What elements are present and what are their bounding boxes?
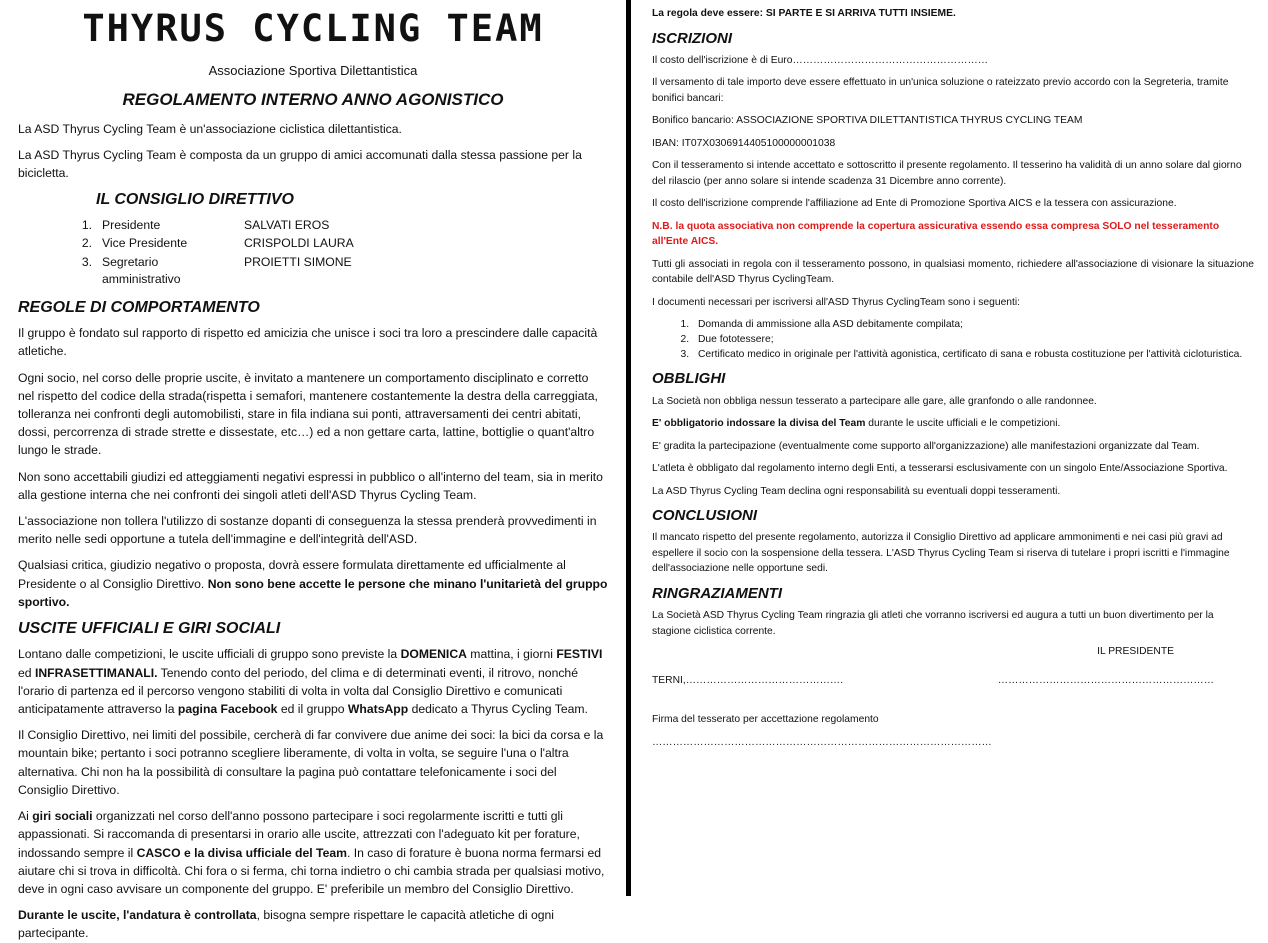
board-role: Presidente — [102, 217, 161, 232]
rides-text: Ai — [18, 809, 33, 824]
board-member-name: CRISPOLDI LAURA — [244, 236, 354, 251]
behaviour-paragraph-5 — [18, 556, 608, 611]
bank-transfer-line: Bonifico bancario: ASSOCIAZIONE SPORTIVA DILETTANTISTICA THYRUS CYCLING TEAM — [652, 115, 1083, 127]
rides-bold: pagina Facebook — [177, 702, 278, 717]
rides-bold: CASCO e la divisa ufficiale del Team — [136, 845, 347, 860]
iban-line: IBAN: IT07X0306914405100000001038 — [652, 137, 836, 149]
column-divider — [626, 0, 631, 896]
behaviour-paragraph-1: Il gruppo è fondato sul rapporto di rispetto ed amicizia che unisce i soci tra loro a prescindere dalle capacità atletiche. — [18, 326, 598, 359]
obligations-paragraph-2 — [652, 416, 1254, 432]
obligations-bold: E' obbligatorio indossare la divisa del Team — [652, 418, 866, 429]
membership-paragraph: Con il tesseramento si intende accettato e sottoscritto il presente regolamento. Il tesserino ha validità di un anno solare dal giorno del rilascio (per anno solare si intende scadenza 31 Dicembre anno corrente). — [652, 160, 1242, 187]
association-subtitle: Associazione Sportiva Dilettantistica — [208, 62, 418, 78]
rides-bold: WhatsApp — [347, 702, 409, 717]
member-signature-line: ……………………………………………………………………………………… — [652, 736, 992, 748]
left-column — [0, 0, 622, 941]
rides-text: ed — [18, 665, 35, 680]
thanks-heading: RINGRAZIAMENTI — [652, 584, 782, 602]
thanks-paragraph: La Società ASD Thyrus Cycling Team ringrazia gli atleti che vorranno iscriversi ed augura a tutti un buon divertimento per la stagione ciclistica corrente. — [652, 610, 1214, 637]
intro-paragraph-2: La ASD Thyrus Cycling Team è composta da un gruppo di amici accomunati dalla stessa passione per la bicicletta. — [18, 148, 582, 181]
rides-text: dedicato a Thyrus Cycling Team. — [408, 702, 588, 717]
affiliation-paragraph: Il costo dell'iscrizione comprende l'affiliazione ad Ente di Promozione Sportiva AICS e la tessera con assicurazione. — [652, 198, 1177, 210]
rides-bold: INFRASETTIMANALI. — [34, 665, 158, 680]
behaviour-paragraph-3: Non sono accettabili giudizi ed atteggiamenti negativi espressi in pubblico o all'interno del team, sia in merito alla gestione interna che nei confronti dei singoli atleti dell'ASD Thyrus Cycling Team. — [18, 469, 603, 502]
rides-paragraph-3 — [18, 807, 608, 898]
conclusions-heading: CONCLUSIONI — [652, 507, 757, 524]
rides-bold: Durante le uscite, l'andatura è controllata — [18, 908, 257, 923]
cost-line: Il costo dell'iscrizione è di Euro………………………………………………… — [652, 54, 989, 66]
president-label: IL PRESIDENTE — [1097, 646, 1174, 657]
board-list — [74, 217, 360, 290]
behaviour-paragraph-2: Ogni socio, nel corso delle proprie uscite, è invitato a mantenere un comportamento disciplinato e corretto nel rispetto del codice della strada(rispetta i semafori, mantenere costantemente la destra della carreggiata, tolleranza nei confronti degli automobilisti, stare in fila indiana sui ponti, attraversamenti dei centri abitati, dossi, percorrenza di strade strette e dissestate, etc…) ed a non gettare carta, lattine, bottiglie o quant'altro lungo le strade. — [18, 370, 598, 458]
rides-text: organizzati nel corso dell'anno possono partecipare i soci regolarmente iscritti e tutti gli appassionati. Si raccomanda di presentarsi in orario alle uscite, attrezzati con l'adeguato kit per forature, indossando sempre il — [18, 809, 580, 860]
member-signature-label: Firma del tesserato per accettazione regolamento — [652, 714, 879, 725]
group-rule: La regola deve essere: SI PARTE E SI ARRIVA TUTTI INSIEME. — [652, 8, 956, 19]
board-number: 2. — [81, 236, 92, 251]
right-column — [640, 0, 1268, 896]
rides-heading: USCITE UFFICIALI E GIRI SOCIALI — [18, 620, 281, 638]
behaviour-bold-text: Non sono bene accette le persone che minano l'unitarietà del gruppo sportivo. — [18, 576, 608, 609]
rides-bold: giri sociali — [32, 809, 93, 824]
payment-paragraph: Il versamento di tale importo deve essere effettuato in un'unica soluzione o rateizzato previo accordo con la Segreteria, tramite bonifici bancari: — [652, 77, 1229, 104]
accounts-paragraph: Tutti gli associati in regola con il tesseramento possono, in qualsiasi momento, richiedere all'associazione di visionare la situazione contabile dell'ASD Thyrus CyclingTeam. — [652, 258, 1254, 286]
behaviour-heading: REGOLE DI COMPORTAMENTO — [18, 298, 260, 316]
signature-row — [652, 675, 1254, 686]
list-item: 2. Due fototessere; — [692, 332, 1254, 347]
place-date-field: TERNI,………………………………………. — [652, 675, 844, 686]
rides-text: . In caso di forature è buona norma fermarsi ed aiutare chi si trova in difficoltà. Chi fora o si ferma, chi torna indietro o chi cambia strada per qualsiasi motivo, deve in ogni caso avvisare un componente del gruppo. E' preferibile un membro del Consiglio Direttivo. — [18, 845, 605, 896]
obligations-text: durante le uscite ufficiali e le competizioni. — [865, 418, 1061, 429]
rides-bold: FESTIVI — [556, 647, 603, 662]
registrations-heading: ISCRIZIONI — [652, 29, 733, 47]
rides-text: Lontano dalle competizioni, le uscite ufficiali di gruppo sono previste la — [18, 647, 401, 662]
documents-list — [652, 317, 1254, 362]
rides-bold: DOMENICA — [400, 647, 467, 662]
rides-paragraph-2: Il Consiglio Direttivo, nei limiti del possibile, cercherà di far convivere due anime dei soci: la bici da corsa e la mountain bike; pertanto i soci potranno scegliere liberamente, di volta in volta, se seguire l'una o l'altra alternativa. Chi non ha la possibilità di consultare la pagina può contattare telefonicamente i soci del Consiglio Direttivo. — [18, 728, 604, 797]
obligations-paragraph-5: La ASD Thyrus Cycling Team declina ogni responsabilità su eventuali doppi tesseramenti. — [652, 485, 1061, 497]
conclusions-paragraph: Il mancato rispetto del presente regolamento, autorizza il Consiglio Direttivo ad applicare ammonimenti e nei casi più gravi ad espellere il socio con la sospensione della tessera. L'ASD Thyrus Cycling Team si riserva di tutelare i propri iscritti e l'immagine dell'associazione nelle opportune sedi. — [652, 532, 1230, 575]
behaviour-paragraph-4: L'associazione non tollera l'utilizzo di sostanze dopanti di conseguenza la stessa prenderà provvedimenti in merito nelle sedi opportune a tutela dell'immagine e dell'integrità dell'ASD. — [18, 514, 597, 547]
list-item: 1. Domanda di ammissione alla ASD debitamente compilata; — [692, 317, 1254, 332]
board-heading: IL CONSIGLIO DIRETTIVO — [96, 191, 294, 209]
board-row — [74, 235, 360, 254]
behaviour-text: Qualsiasi critica, giudizio negativo o proposta, dovrà essere formulata direttamente ed ufficialmente al Presidente o al Consiglio Direttivo. — [18, 558, 566, 591]
documents-intro: I documenti necessari per iscriversi all'ASD Thyrus CyclingTeam sono i seguenti: — [652, 296, 1021, 308]
rides-text: ed il gruppo — [277, 702, 348, 717]
obligations-paragraph-3: E' gradita la partecipazione (eventualmente come supporto all'organizzazione) alle manifestazioni organizzate dal Team. — [652, 440, 1200, 452]
board-row — [74, 217, 360, 236]
board-role: Segretario amministrativo — [102, 254, 181, 287]
rides-text: , bisogna sempre rispettare le capacità atletiche di ogni partecipante. — [18, 908, 555, 941]
president-signature-line: ……………………………………………………… — [997, 675, 1214, 686]
obligations-heading: OBBLIGHI — [652, 370, 726, 388]
rides-paragraph-1 — [18, 645, 608, 718]
list-item: 3. Certificato medico in originale per l'attività agonistica, certificato di sana e robusta costituzione per l'attività cicloturistica. — [692, 347, 1254, 362]
rides-paragraph-4 — [18, 906, 608, 942]
board-role: Vice Presidente — [102, 236, 188, 251]
regulation-title: REGOLAMENTO INTERNO ANNO AGONISTICO — [122, 89, 504, 109]
insurance-note: N.B. la quota associativa non comprende la copertura assicurativa essendo essa compresa SOLO nel tesseramento all'Ente AICS. — [652, 220, 1220, 248]
obligations-paragraph-4: L'atleta è obbligato dal regolamento interno degli Enti, a tesserarsi esclusivamente con un singolo Ente/Associazione Sportiva. — [652, 463, 1228, 474]
board-number: 1. — [81, 217, 92, 232]
rides-text: mattina, i giorni — [466, 647, 557, 662]
board-member-name: PROIETTI SIMONE — [244, 254, 352, 269]
board-member-name: SALVATI EROS — [244, 217, 330, 232]
rides-text: Tenendo conto del periodo, del clima e di determinati eventi, il ritrovo, nonché l'orario di partenza ed il percorso vengono stabiliti di volta in volta dal Consiglio Direttivo e comunicati anticipatamente attraverso la — [18, 665, 578, 717]
board-row — [74, 254, 360, 290]
team-title: THYRUS CYCLING TEAM — [82, 7, 544, 50]
obligations-paragraph-1: La Società non obbliga nessun tesserato a partecipare alle gare, alle granfondo o alle randonnee. — [652, 395, 1097, 407]
intro-paragraph-1: La ASD Thyrus Cycling Team è un'associazione ciclistica dilettantistica. — [18, 121, 402, 136]
board-number: 3. — [81, 254, 92, 269]
